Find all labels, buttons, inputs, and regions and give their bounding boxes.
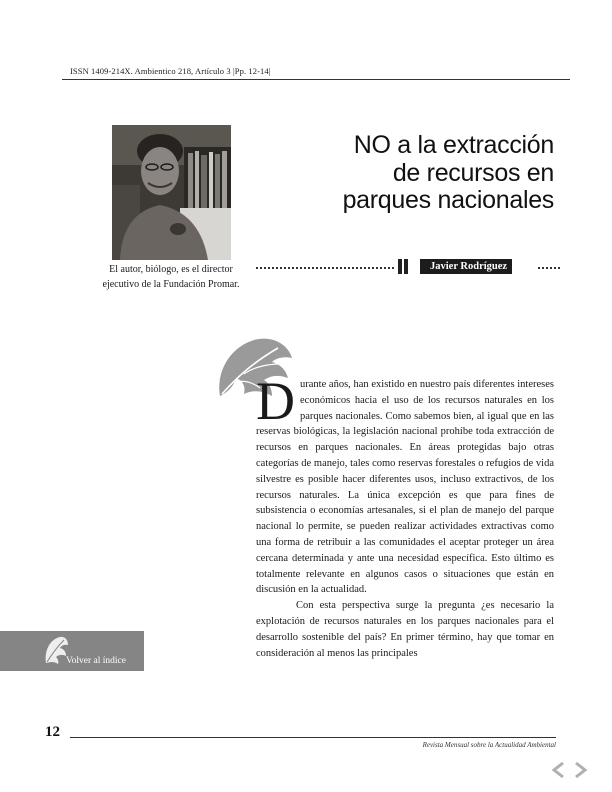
leaf-icon bbox=[44, 635, 68, 665]
header-rule bbox=[62, 79, 570, 80]
author-bar-dots-right bbox=[538, 267, 560, 269]
issn-header: ISSN 1409-214X. Ambientico 218, Artículo 3 |Pp. 12-14| bbox=[70, 66, 271, 76]
article-title bbox=[270, 132, 554, 215]
footer-rule bbox=[70, 737, 556, 738]
paragraph-1-text: urante años, han existido en nuestro país diferentes intereses económicos hacia el uso de los recursos naturales en los parques nacionales. Como sabemos bien, al igual que en las reservas biológicas, la legislación nacional prohíbe toda extracción de recursos en parques nacionales. En áreas protegidas bajo otras categorías de manejo, tales como reservas forestales o refugios de vida silvestre es posible hacer diferentes usos, incluso extractivos, de los recursos naturales. La única excepción es que para fines de subsistencia o economías artesanales, si el plan de manejo del parque nacional lo permite, se pueden realizar actividades extractivas como una forma de retribuir a las comunidades el aceptar proteger un área cercana determinada y ante una necesidad específica. Esto último es totalmente relevante en algunos casos o situaciones que están en discusión en la actualidad. bbox=[256, 379, 554, 596]
title-line-3: parques nacionales bbox=[342, 186, 554, 214]
paragraph-2: Con esta perspectiva surge la pregunta ¿es necesario la explotación de recursos naturales en los parques nacionales para el desarrollo sostenible del país? En primer término, hay que tomar en consideración al menos las principales bbox=[256, 600, 554, 659]
author-photo bbox=[112, 125, 231, 260]
previous-page-arrow-icon[interactable] bbox=[550, 760, 566, 780]
photo-caption: El autor, biólogo, es el director ejecutivo de la Fundación Promar. bbox=[102, 264, 240, 290]
next-page-arrow-icon[interactable] bbox=[573, 760, 589, 780]
title-line-2: de recursos en bbox=[392, 158, 554, 187]
paragraph-1 bbox=[256, 371, 554, 598]
author-bar-dots-left bbox=[256, 267, 394, 269]
drop-cap: D bbox=[256, 371, 295, 431]
author-bar-divider-2 bbox=[404, 259, 408, 274]
author-bar-divider-1 bbox=[398, 259, 402, 274]
author-name: Javier Rodríguez bbox=[420, 259, 512, 274]
back-to-index-button[interactable] bbox=[0, 631, 144, 671]
article-body bbox=[256, 371, 554, 661]
publication-name: Revista Mensual sobre la Actualidad Ambiental bbox=[422, 741, 556, 749]
title-line-1: NO a la extracción bbox=[353, 131, 554, 159]
page-number: 12 bbox=[45, 724, 60, 740]
back-to-index-label: Volver al índice bbox=[66, 656, 126, 666]
